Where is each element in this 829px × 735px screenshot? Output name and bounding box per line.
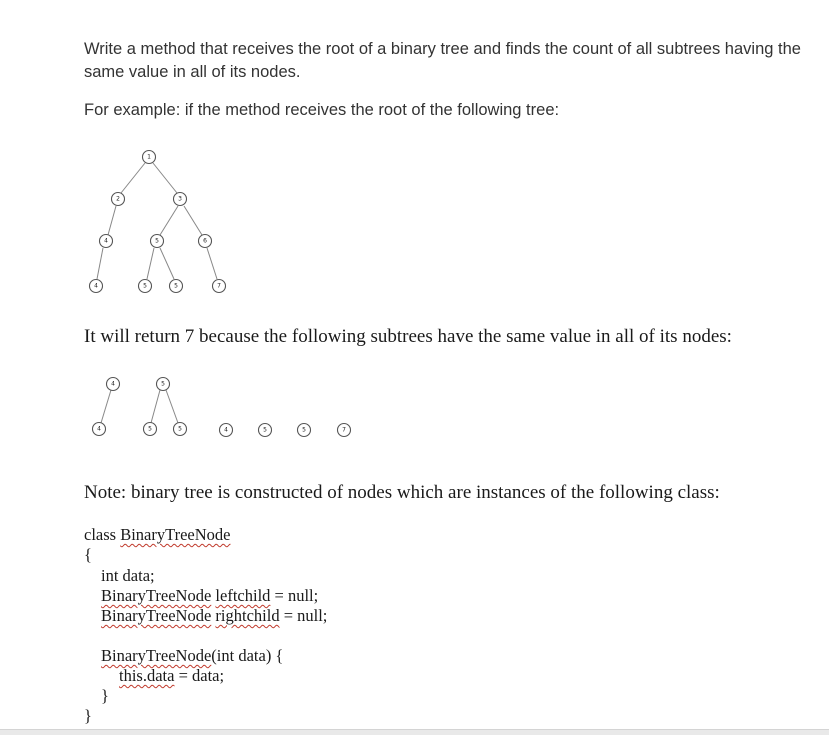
code-inner-close-brace: } [101,686,109,705]
svg-text:5: 5 [143,282,147,290]
svg-text:5: 5 [174,282,178,290]
code-class-declaration: class BinaryTreeNode [84,525,231,544]
tree-node [100,235,113,248]
subtree-node [259,424,272,437]
subtree-node [220,424,233,437]
code-field-data: int data; [101,566,155,585]
svg-text:6: 6 [203,237,207,245]
tree-node [139,280,152,293]
svg-text:7: 7 [342,426,346,434]
svg-text:5: 5 [302,426,306,434]
svg-text:5: 5 [161,380,165,388]
svg-text:4: 4 [111,380,115,388]
svg-text:4: 4 [97,425,101,433]
subtree-node [93,423,106,436]
tree-node [90,280,103,293]
svg-text:4: 4 [94,282,98,290]
tree-node [174,193,187,206]
code-outer-close-brace: } [84,706,92,725]
svg-text:5: 5 [148,425,152,433]
tree-node [199,235,212,248]
problem-description: Write a method that receives the root of a binary tree and finds the count of all subtrees having the same value in all of its nodes. [84,40,801,81]
svg-text:1: 1 [147,153,151,161]
tree-node [151,235,164,248]
tree-node [143,151,156,164]
svg-text:5: 5 [263,426,267,434]
subtree-node [107,378,120,391]
note-text: Note: binary tree is constructed of nodes which are instances of the following class: [84,482,720,503]
example-intro: For example: if the method receives the root of the following tree: [84,101,560,119]
tree-node [170,280,183,293]
code-open-brace: { [84,545,92,564]
code-constructor-body: this.data = data; [119,666,225,685]
svg-text:4: 4 [104,237,108,245]
code-field-rightchild: BinaryTreeNode rightchild = null; [101,606,328,625]
tree-node [213,280,226,293]
svg-text:4: 4 [224,426,228,434]
svg-text:3: 3 [178,195,182,203]
tree-node [112,193,125,206]
svg-text:2: 2 [116,195,120,203]
svg-text:5: 5 [155,237,159,245]
svg-text:7: 7 [217,282,221,290]
subtree-node [144,423,157,436]
subtree-node [157,378,170,391]
subtree-node [174,423,187,436]
result-explanation: It will return 7 because the following subtrees have the same value in all of its nodes: [84,326,732,347]
code-constructor-signature: BinaryTreeNode(int data) { [101,646,284,665]
bottom-edge-bar [0,729,829,735]
subtree-node [338,424,351,437]
subtree-node [298,424,311,437]
svg-text:5: 5 [178,425,182,433]
code-field-leftchild: BinaryTreeNode leftchild = null; [101,586,319,605]
